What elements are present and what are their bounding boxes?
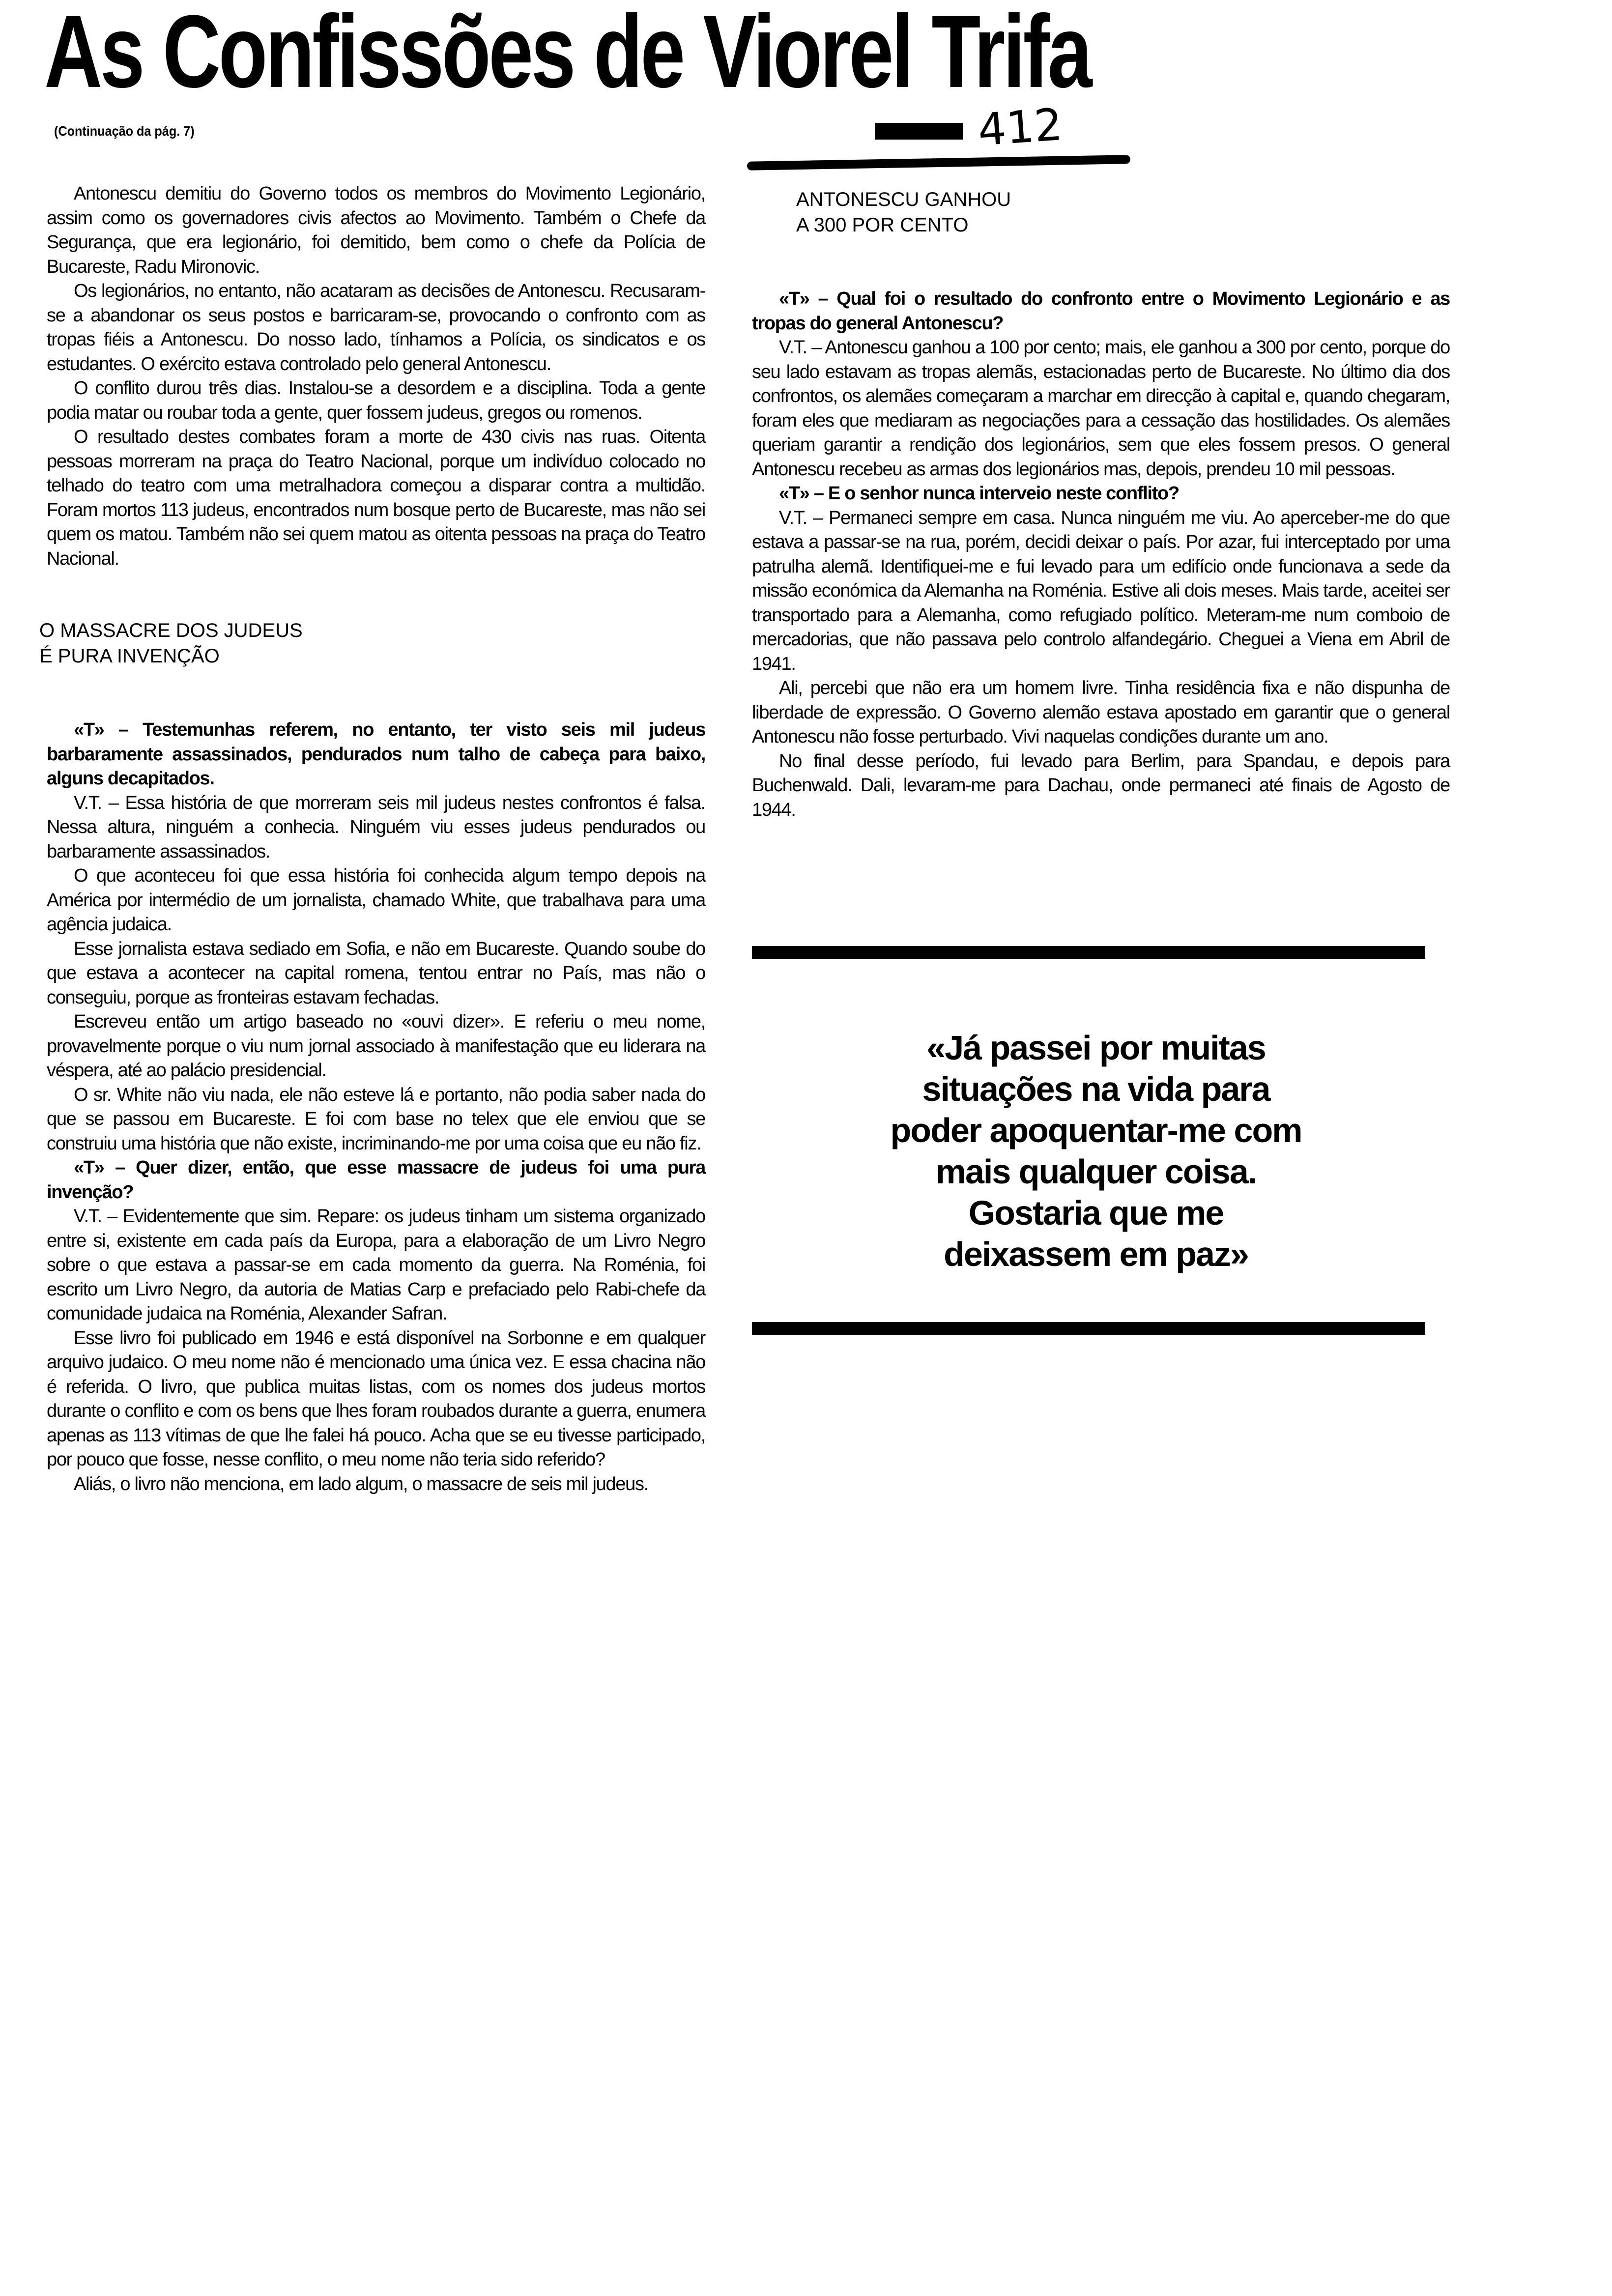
paragraph: Aliás, o livro não menciona, em lado algum, o massacre de seis mil judeus. [74,1473,648,1494]
quote-bottom-rule [752,1322,1425,1335]
paragraph: Antonescu demitiu do Governo todos os membros do Movimento Legionário, assim como os governadores civis afectos ao Movimento. Também o Chefe da Segurança, que era legionário, foi demitido, bem como o chefe da Polícia de Bucareste, Radu Mironovic. [47,183,705,277]
right-column-body [752,287,1450,822]
heading-line: ANTONESCU GANHOU [796,189,1011,210]
quote-line: mais qualquer coisa. [935,1152,1257,1191]
handwritten-underline [747,155,1130,171]
paragraph: Esse livro foi publicado em 1946 e está disponível na Sorbonne e em qualquer arquivo judaico. O meu nome não é mencionado uma única vez. E essa chacina não é referida. O livro, que publica muitas listas, com os nomes dos judeus mortos durante o conflito e com os bens que lhes foram roubados durante a guerra, enumera apenas as 113 vítimas de que lhe falei há pouco. Acha que se eu tivesse participado, por pouco que fosse, nesse conflito, o meu nome não teria sido referido? [47,1327,705,1470]
paragraph: O que aconteceu foi que essa história foi conhecida algum tempo depois na América por intermédio de um jornalista, chamado White, que trabalhava para uma agência judaica. [47,865,705,935]
quote-top-rule [752,946,1425,959]
quote-line: poder apoquentar-me com [890,1111,1302,1149]
quote-line: situações na vida para [922,1070,1270,1108]
section-heading-massacre [39,618,705,669]
right-column [752,187,1450,822]
heading-line: A 300 POR CENTO [796,214,969,236]
left-column [39,182,705,1496]
interview-question: «T» – E o senhor nunca interveio neste conflito? [779,483,1179,504]
pull-quote [757,1027,1435,1275]
handwritten-mark [875,123,963,140]
paragraph: O sr. White não viu nada, ele não esteve lá e portanto, não podia saber nada do que se passou em Bucareste. E foi com base no telex que ele enviou que se construiu uma história que não existe, incriminando-me por uma coisa que eu não fiz. [47,1084,705,1154]
heading-line: O MASSACRE DOS JUDEUS [39,620,303,641]
paragraph: Os legionários, no entanto, não acataram as decisões de Antonescu. Recusaram-se a abandonar os seus postos e barricaram-se, provocando o confronto com as tropas fiéis a Antonescu. Do nosso lado, tínhamos a Polícia, os sindicatos e os estudantes. O exército estava controlado pelo general Antonescu. [47,281,705,374]
heading-line: É PURA INVENÇÃO [39,645,220,667]
handwritten-page-number: 412 [976,99,1065,156]
paragraph: No final desse período, fui levado para Berlim, para Spandau, e depois para Buchenwald. Dali, levaram-me para Dachau, onde permaneci até finais de Agosto de 1944. [752,750,1450,820]
left-column-intro [47,182,705,571]
paragraph: V.T. – Essa história de que morreram seis mil judeus nestes confrontos é falsa. Nessa altura, ninguém a conhecia. Ninguém viu esses judeus pendurados ou barbaramente assassinados. [47,792,705,862]
quote-line: deixassem em paz» [944,1235,1248,1273]
paragraph: V.T. – Antonescu ganhou a 100 por cento; mais, ele ganhou a 300 por cento, porque do seu lado estavam as tropas alemãs, estacionadas perto de Bucareste. No último dia dos confrontos, os alemães começaram a marchar em direcção à capital e, quando chegaram, foram eles que mediaram as negociações para a cessação das hostilidades. Os alemães queriam garantir a rendição dos legionários, sem que eles fossem presos. O general Antonescu recebeu as armas dos legionários mas, depois, prendeu 10 mil pessoas. [752,337,1450,480]
interview-question: «T» – Quer dizer, então, que esse massacre de judeus foi uma pura invenção? [47,1157,705,1203]
paragraph: O resultado destes combates foram a morte de 430 civis nas ruas. Oitenta pessoas morreram na praça do Teatro Nacional, porque um indivíduo colocado no telhado do teatro com uma metralhadora começou a disparar contra a multidão. Foram mortos 113 judeus, encontrados num bosque perto de Bucareste, mas não sei quem os matou. Também não sei quem matou as oitenta pessoas na praça do Teatro Nacional. [47,427,705,569]
interview-question: «T» – Testemunhas referem, no entanto, ter visto seis mil judeus barbaramente assassinados, pendurados num talho de cabeça para baixo, alguns decapitados. [47,719,705,789]
article-title: As Confissões de Viorel Trifa [44,0,1090,109]
left-column-body [47,718,705,1496]
paragraph: V.T. – Evidentemente que sim. Repare: os judeus tinham um sistema organizado entre si, existente em cada país da Europa, para a elaboração de um Livro Negro sobre o que estava a passar-se em cada momento da guerra. Na Roménia, foi escrito um Livro Negro, da autoria de Matias Carp e prefaciado pelo Rabi-chefe da comunidade judaica na Roménia, Alexander Safran. [47,1206,705,1324]
paragraph: V.T. – Permaneci sempre em casa. Nunca ninguém me viu. Ao aperceber-me do que estava a passar-se na rua, porém, decidi deixar o país. Por azar, fui interceptado por uma patrulha alemã. Identifiquei-me e fui levado para um edifício onde funcionava a sede da missão económica da Alemanha na Roménia. Estive ali dois meses. Mais tarde, aceitei ser transportado para a Alemanha, como refugiado político. Meteram-me num comboio de mercadorias, que não passava pelo controlo alfandegário. Cheguei a Viena em Abril de 1941. [752,507,1450,674]
section-heading-antonescu [796,187,1450,238]
quote-line: Gostaria que me [968,1194,1224,1232]
paragraph: Ali, percebi que não era um homem livre. Tinha residência fixa e não dispunha de liberdade de expressão. O Governo alemão estava apostado em garantir que o general Antonescu não fosse perturbado. Vivi naquelas condições durante um ano. [752,678,1450,747]
paragraph: Esse jornalista estava sediado em Sofia, e não em Bucareste. Quando soube do que estava a acontecer na capital romena, tentou entrar no País, mas não o conseguiu, porque as fronteiras estavam fechadas. [47,938,705,1008]
paragraph: Escreveu então um artigo baseado no «ouvi dizer». E referiu o meu nome, provavelmente porque o viu num jornal associado à manifestação que eu liderara na véspera, até ao palácio presidencial. [47,1011,705,1081]
interview-question: «T» – Qual foi o resultado do confronto entre o Movimento Legionário e as tropas do general Antonescu? [752,288,1450,334]
continuation-note: (Continuação da pág. 7) [54,123,195,139]
paragraph: O conflito durou três dias. Instalou-se a desordem e a disciplina. Toda a gente podia matar ou roubar toda a gente, quer fossem judeus, gregos ou romenos. [47,378,705,423]
quote-line: «Já passei por muitas [926,1029,1266,1067]
